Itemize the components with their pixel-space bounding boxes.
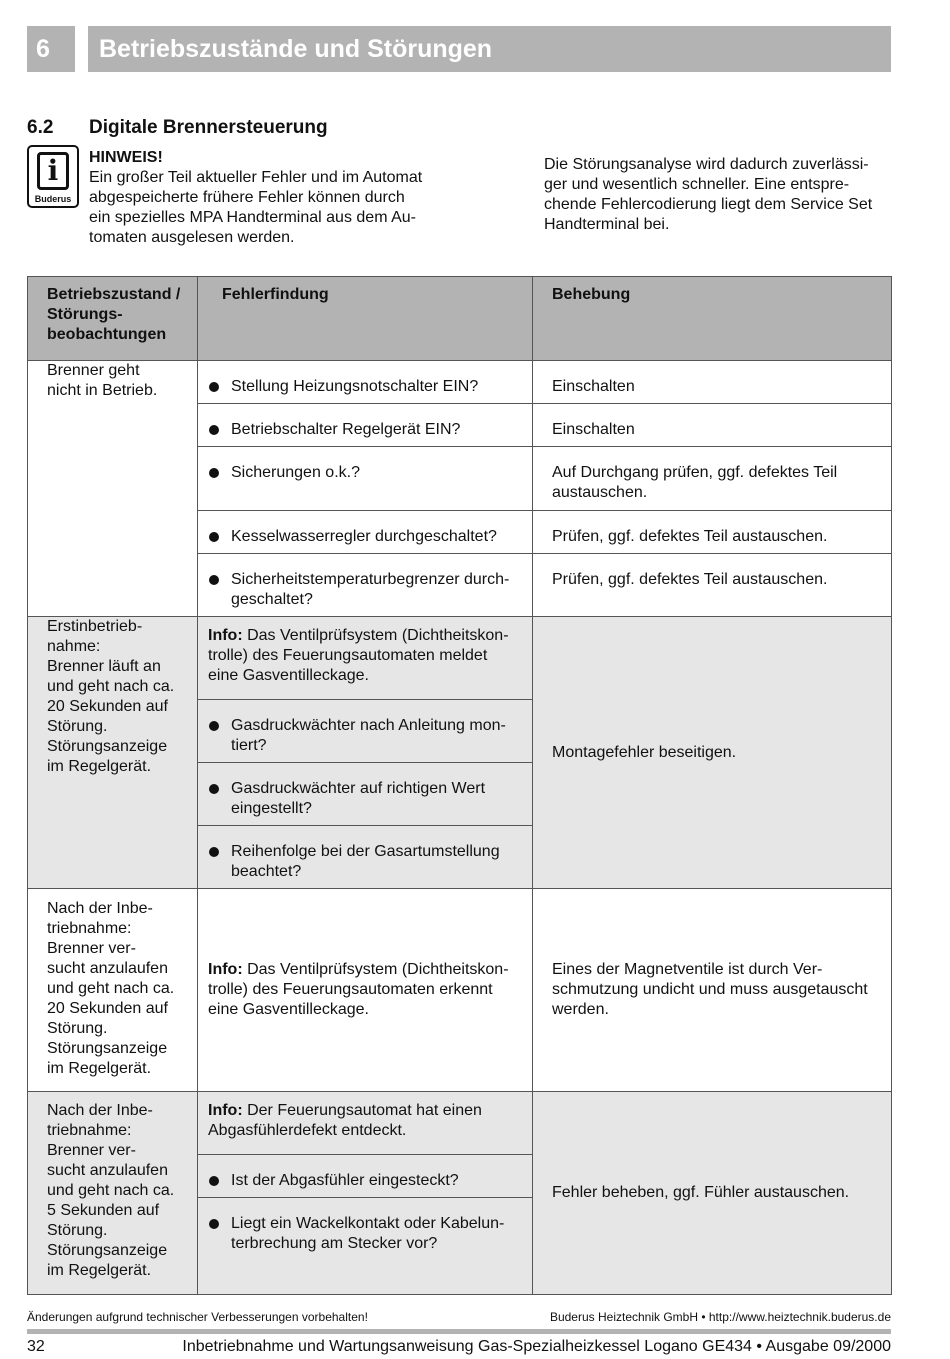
chapter-number: 6 xyxy=(27,26,75,72)
info-label: Info: xyxy=(208,1102,243,1119)
table-header-row xyxy=(28,277,892,361)
info-label: Info: xyxy=(208,961,243,978)
finding-cell xyxy=(198,1198,533,1295)
bullet-item: Stellung Heizungsnotschalter EIN? xyxy=(208,377,522,397)
state-cell xyxy=(28,361,198,617)
header-state xyxy=(28,277,198,361)
state-line: Brenner geht xyxy=(47,362,140,379)
fix-cell: Montagefehler beseitigen. xyxy=(533,617,892,889)
section-title: Digitale Brennersteuerung xyxy=(89,117,328,138)
bullet-item: Betriebschalter Regelgerät EIN? xyxy=(208,420,522,440)
info-label: Info: xyxy=(208,627,243,644)
info-cell: Info: Das Ventilprüfsystem (Dichtheitskon- trolle) des Feuerungsautomaten erkennt eine Gasventilleckage. xyxy=(198,889,533,1092)
bullet-item: Reihenfolge bei der Gasartumstellung beachtet? xyxy=(208,842,522,882)
table-row xyxy=(28,889,892,1092)
note-line: ger und wesentlich schneller. Eine entspre- xyxy=(544,176,850,193)
troubleshooting-table xyxy=(27,276,892,1295)
fix-cell: Prüfen, ggf. defektes Teil austauschen. xyxy=(533,554,892,617)
bullet-item: Gasdruckwächter auf richtigen Wert eingestellt? xyxy=(208,779,522,819)
finding-cell xyxy=(198,826,533,889)
finding-cell xyxy=(198,447,533,511)
state-line: nicht in Betrieb. xyxy=(47,382,158,399)
bullet-item: Liegt ein Wackelkontakt oder Kabelun- terbrechung am Stecker vor? xyxy=(208,1214,522,1254)
finding-cell xyxy=(198,361,533,404)
table-row xyxy=(28,1092,892,1155)
bullet-item: Kesselwasserregler durchgeschaltet? xyxy=(208,527,522,547)
bullet-item: Gasdruckwächter nach Anleitung mon- tiert? xyxy=(208,716,522,756)
page-number: 32 xyxy=(27,1338,45,1355)
fix-cell: Prüfen, ggf. defektes Teil austauschen. xyxy=(533,511,892,554)
bullet-item: Ist der Abgasfühler eingesteckt? xyxy=(208,1171,522,1191)
info-icon-glyph: i xyxy=(37,152,69,190)
header-finding: Fehlerfindung xyxy=(198,277,533,361)
footer-company: Buderus Heiztechnik GmbH • http://www.heiztechnik.buderus.de xyxy=(549,1310,891,1324)
fix-cell: Eines der Magnetventile ist durch Ver- schmutzung undicht und muss ausgetauscht werden. xyxy=(533,889,892,1092)
finding-cell xyxy=(198,700,533,763)
table-row xyxy=(28,361,892,404)
note-heading: HINWEIS! xyxy=(89,149,163,166)
fix-cell: Einschalten xyxy=(533,404,892,447)
table-row xyxy=(28,617,892,700)
document-title: Inbetriebnahme und Wartungsanweisung Gas-Spezialheizkessel Logano GE434 • Ausgabe 09/2000 xyxy=(182,1338,891,1355)
info-icon xyxy=(27,145,79,208)
info-cell: Info: Das Ventilprüfsystem (Dichtheitskon- trolle) des Feuerungsautomaten meldet eine Gasventilleckage. xyxy=(198,617,533,700)
finding-cell xyxy=(198,511,533,554)
note-line: chende Fehlercodierung liegt dem Service Set xyxy=(544,196,873,213)
bullet-item: Sicherheitstemperaturbegrenzer durch- geschaltet? xyxy=(208,570,522,610)
header-line: beobachtungen xyxy=(47,326,167,343)
footer-divider xyxy=(27,1329,891,1334)
section-number: 6.2 xyxy=(27,117,54,138)
chapter-title: Betriebszustände und Störungen xyxy=(88,26,891,72)
note-line: Die Störungsanalyse wird dadurch zuverlässi- xyxy=(544,156,869,173)
header-line: Störungs- xyxy=(47,306,123,323)
finding-cell xyxy=(198,763,533,826)
note-right-column xyxy=(544,155,894,235)
note-line: ein spezielles MPA Handterminal aus dem Au- xyxy=(89,209,416,226)
fix-cell: Fehler beheben, ggf. Fühler austauschen. xyxy=(533,1092,892,1295)
finding-cell xyxy=(198,404,533,447)
bullet-item: Sicherungen o.k.? xyxy=(208,463,522,483)
finding-cell xyxy=(198,554,533,617)
info-icon-brand: Buderus xyxy=(34,194,72,204)
state-cell: Erstinbetrieb- nahme: Brenner läuft an und geht nach ca. 20 Sekunden auf Störung. Störungsanzeige im Regelgerät. xyxy=(28,617,198,889)
note-line: abgespeicherte frühere Fehler können durch xyxy=(89,189,405,206)
note-line: Ein großer Teil aktueller Fehler und im Automat xyxy=(89,169,423,186)
fix-cell: Einschalten xyxy=(533,361,892,404)
header-fix: Behebung xyxy=(533,277,892,361)
header-line: Betriebszustand / xyxy=(47,286,181,303)
note-line: Handterminal bei. xyxy=(544,216,670,233)
note-line: tomaten ausgelesen werden. xyxy=(89,229,295,246)
state-cell: Nach der Inbe- triebnahme: Brenner ver- sucht anzulaufen und geht nach ca. 20 Sekunden auf Störung. Störungsanzeige im Regelgerät. xyxy=(28,889,198,1092)
footer-disclaimer: Änderungen aufgrund technischer Verbesserungen vorbehalten! xyxy=(27,1310,368,1324)
info-cell: Info: Der Feuerungsautomat hat einen Abgasfühlerdefekt entdeckt. xyxy=(198,1092,533,1155)
fix-cell: Auf Durchgang prüfen, ggf. defektes Teil austauschen. xyxy=(533,447,892,511)
note-left-column xyxy=(89,148,449,248)
state-cell: Nach der Inbe- triebnahme: Brenner ver- sucht anzulaufen und geht nach ca. 5 Sekunden auf Störung. Störungsanzeige im Regelgerät. xyxy=(28,1092,198,1295)
finding-cell xyxy=(198,1155,533,1198)
